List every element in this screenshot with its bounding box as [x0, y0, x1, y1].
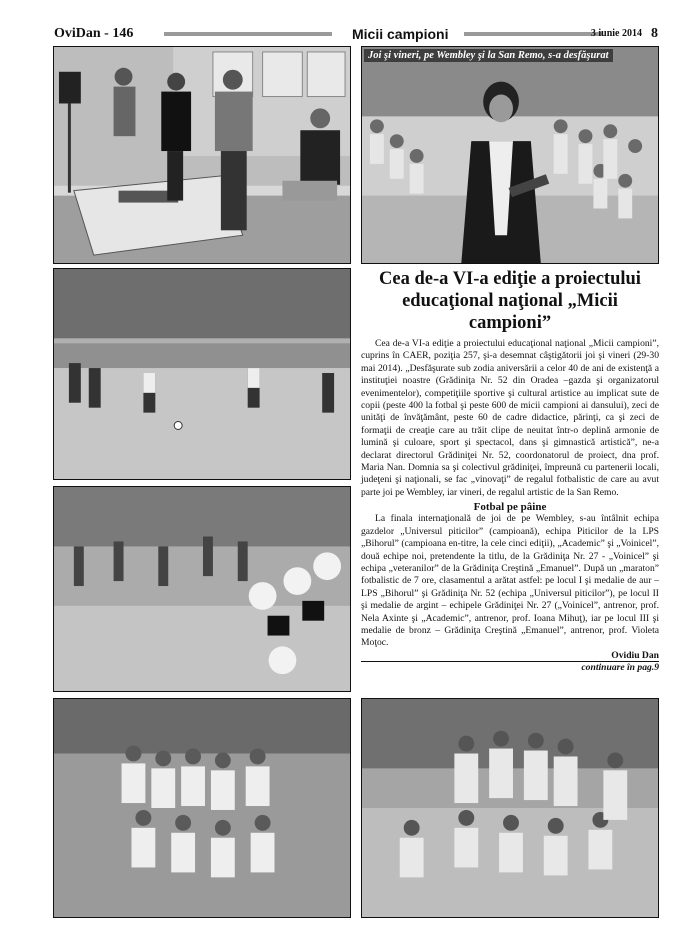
photo-officials-table — [53, 46, 351, 264]
photo-officials-image — [54, 47, 350, 263]
photo-speaker-image — [362, 47, 658, 263]
photo-football-image — [54, 269, 350, 479]
article-body: Cea de-a VI-a ediţie a proiectului educaţional naţional „Micii campioni”, cuprins în CAER, poziţia 257, şi-a desemnat câştigătorii joi şi vineri (29-30 mai 2014). „Desfăşurate sub zodia aniversării a celor 40 de ani de existenţă a instituţiei noastre (Grădiniţa Nr. 52 din Oradea –gazda şi organizatorul evenimentelor), competiţiile sportive şi cultural artistice au implicat sute de copii (peste 400 la fotbal şi peste 600 de micii campioni ai dansului), zeci de unităţi de învăţământ, peste 60 de cadre didactice, părinţi, ca şi zeci de formaţii de creaţie care au trăit clipe de neuitat într-o deplină armonie de lumină şi culoare, sport şi spectacol, dans şi gimnastică artistică”, ne-a declarat directorul Grădiniţei Nr. 52, coordonatorul de proiect, dna prof. Maria Nan. Domnia sa şi colectivul grădiniţei, împreună cu partenerii locali, judeţeni şi naţionali, se fac „vinovaţi” de regalul fotbalistic de care au avut parte joi pe Wembley, iar vineri, de regalul artistic de la San Remo. — [361, 338, 659, 498]
article — [361, 268, 659, 673]
header-rule-left — [164, 32, 332, 36]
article-body-2: La finala internaţională de joi de pe Wembley, s-au întâlnit echipa gazdelor „Universul piticilor” (campioană), echipa Piticilor de la LPS „Bihorul” (campioana en-titre, la cele cinci ediţii), „Academic” şi „Voinicel”, două echipe noi, pretendente la titlu, de la Grădiniţa Nr. 27 - „Voinicel” şi echipa „veteranilor” de la Grădiniţa Creştină „Emanuel”. După un „maraton” fotbalistic de 7 ore, clasamentul a arătat astfel: pe locul I şi medalie de aur – LPS „Bihorul” şi Grădiniţa Nr. 52 (echipa „Universul piticilor”), pe locul II şi medalie de argint – echipele Grădiniţei Nr. 27 („Voinicel”, antrenor, prof. Nela Axinte şi „Academic”, antrenor, prof. Ioana Mihuţ), iar pe locul III şi medalie de bronz – Grădiniţa Creştină „Emanuel”, antrenor, prof. Violeta Moţoc. — [361, 513, 659, 649]
photo-speaker — [361, 46, 659, 264]
page-number: 8 — [651, 26, 658, 41]
article-headline: Cea de-a VI-a ediţie a proiectului educaţional naţional „Micii campioni” — [379, 269, 641, 333]
article-byline: Ovidiu Dan — [611, 649, 659, 661]
page-header — [52, 26, 660, 42]
issue-date: 3 iunie 2014 — [590, 28, 642, 39]
section-title: Micii campioni — [352, 26, 449, 42]
photo-football-match — [53, 268, 351, 480]
photo-team-image — [362, 699, 658, 917]
header-rule-right — [464, 32, 602, 36]
photo-caption: Joi şi vineri, pe Wembley şi la San Remo, s-a desfăşurat — [364, 49, 613, 62]
photo-children-team — [361, 698, 659, 918]
photo-cheerleaders — [53, 486, 351, 692]
photo-cheerleaders-image — [54, 487, 350, 691]
publication-issue: OviDan - 146 — [54, 26, 134, 41]
article-subhead: Fotbal pe pâine — [473, 501, 547, 514]
photo-children-image — [54, 699, 350, 917]
photo-children-group — [53, 698, 351, 918]
continued-note: continuare în pag.9 — [361, 661, 659, 673]
